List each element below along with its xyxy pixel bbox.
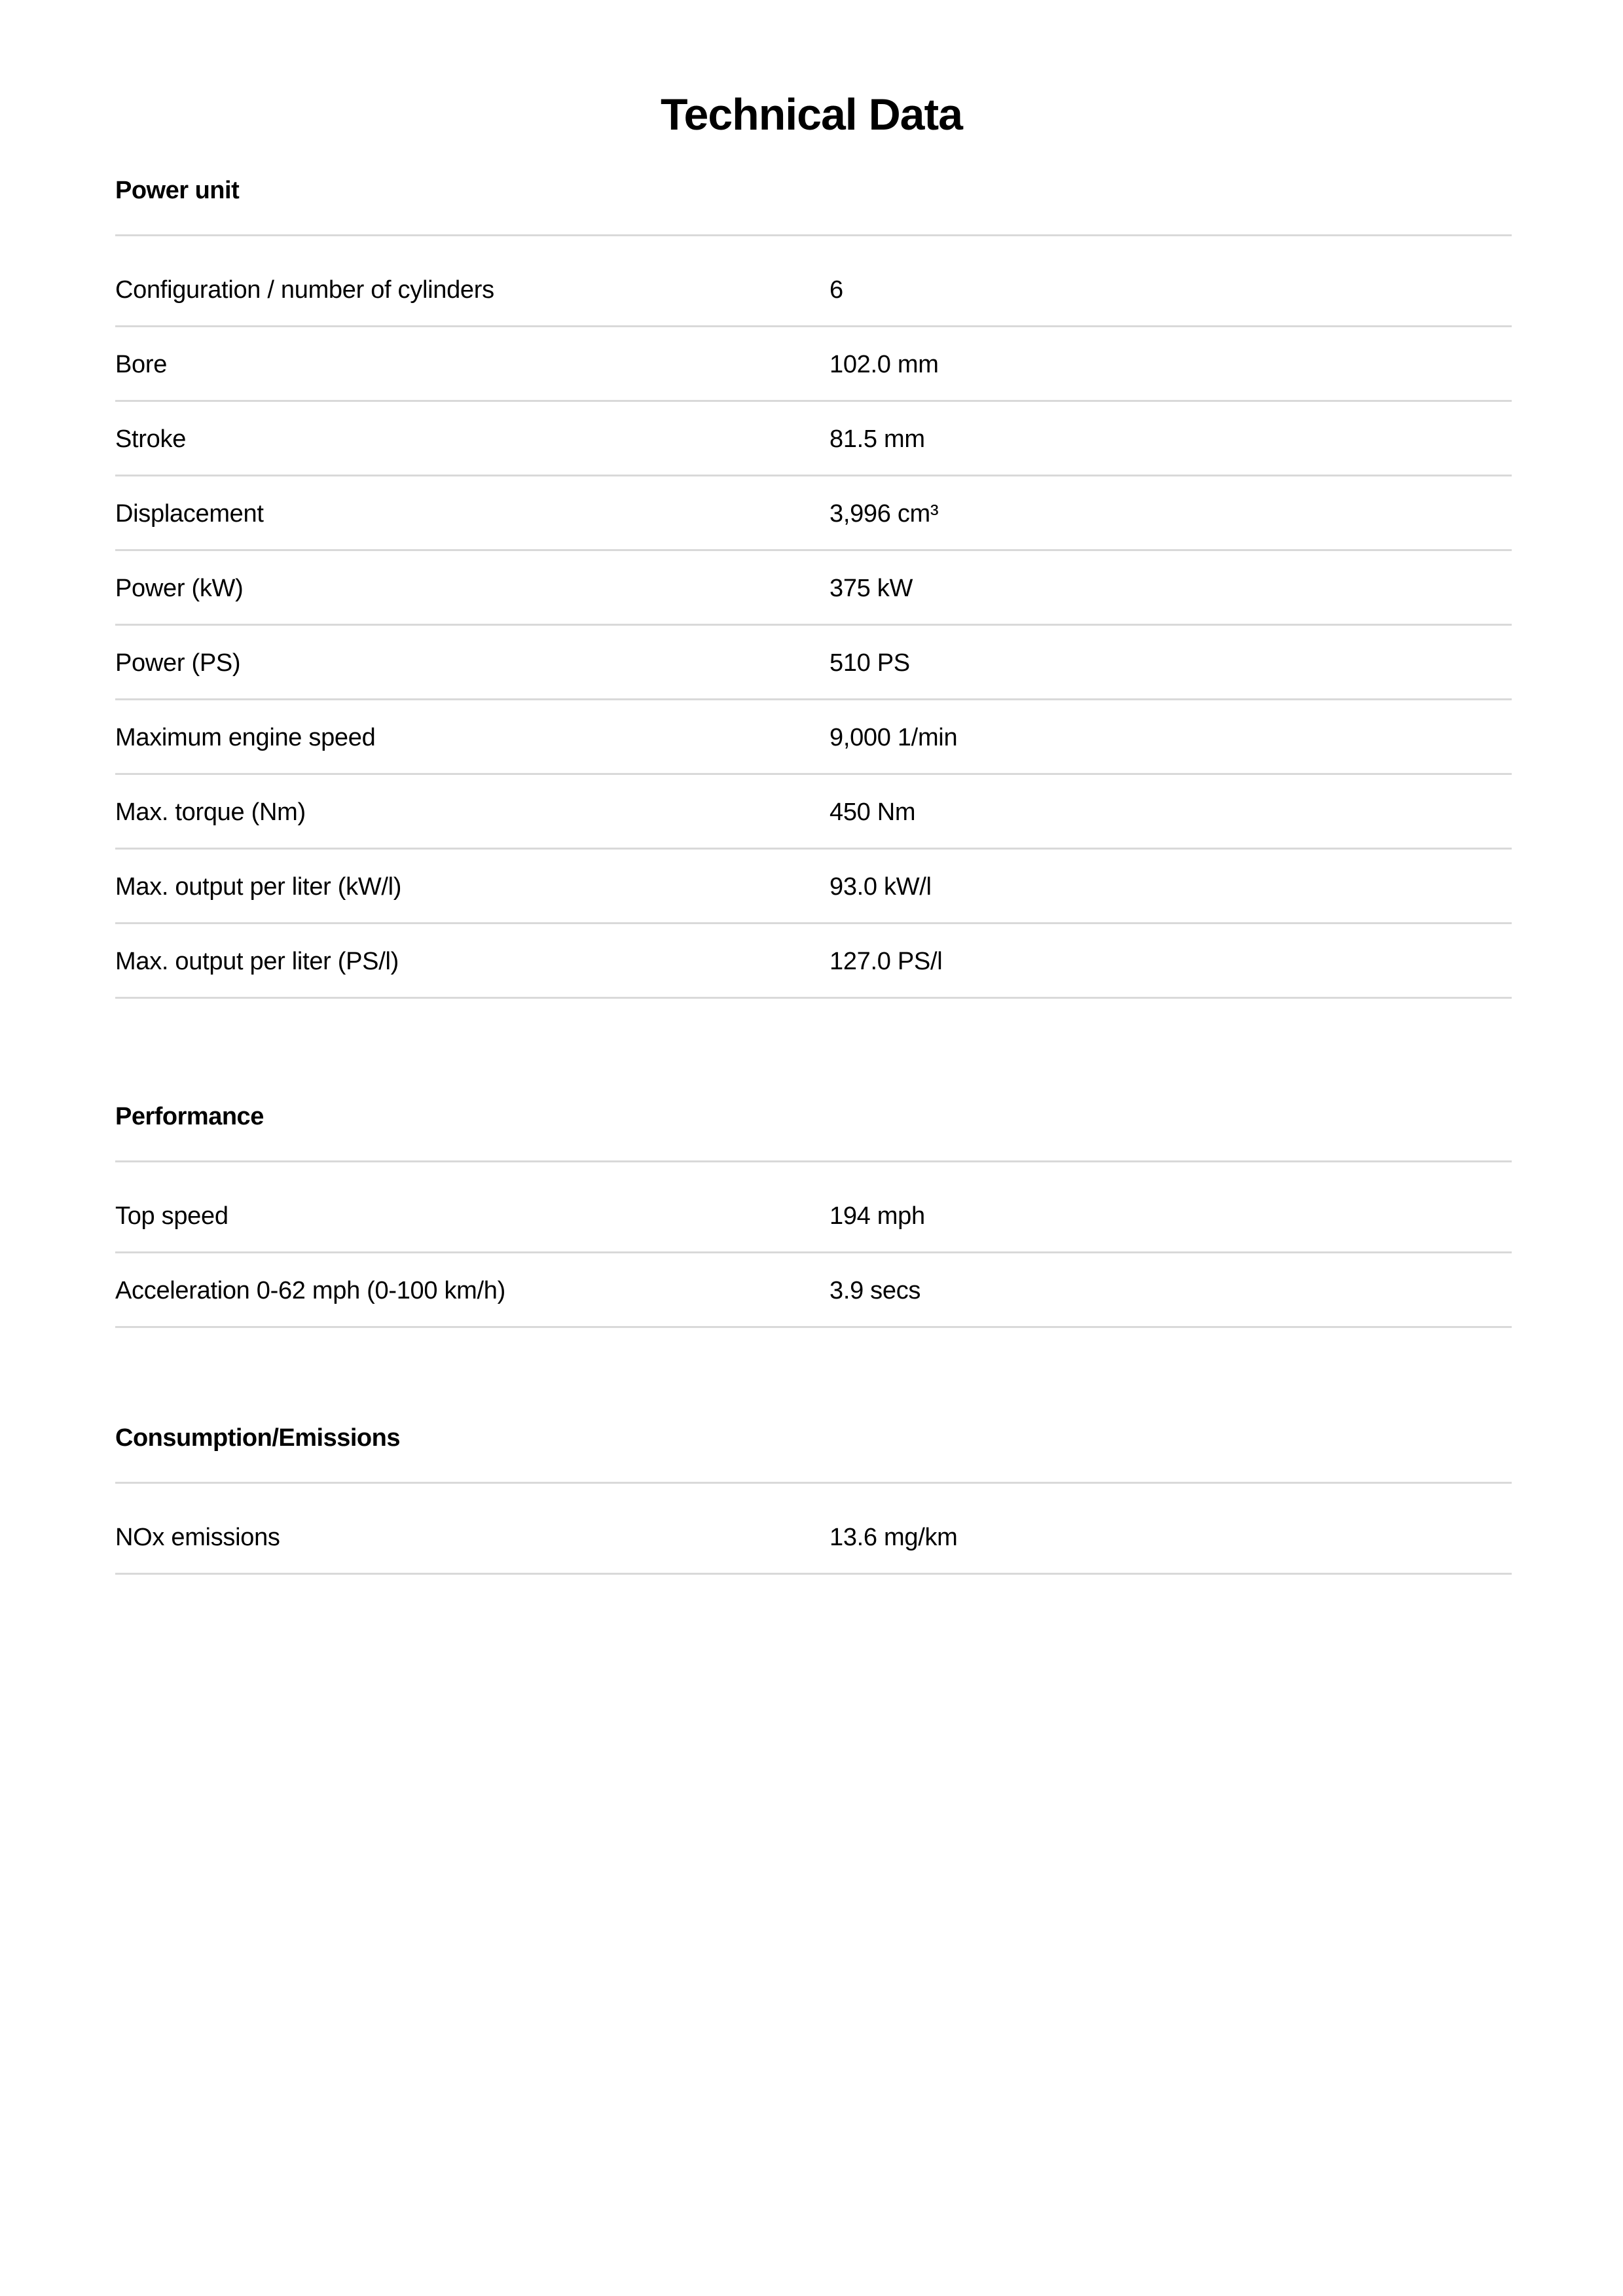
spec-row-output-ps-per-liter bbox=[115, 924, 1512, 999]
section-consumption-emissions bbox=[115, 1362, 1512, 1575]
section-heading: Consumption/Emissions bbox=[115, 1362, 1512, 1484]
spec-row-bore bbox=[115, 327, 1512, 402]
spec-row-acceleration bbox=[115, 1253, 1512, 1328]
spec-row-power-ps bbox=[115, 626, 1512, 700]
spec-label: Acceleration 0-62 mph (0-100 km/h) bbox=[115, 1277, 505, 1304]
spec-label: Stroke bbox=[115, 425, 187, 453]
spec-value: 510 PS bbox=[830, 649, 910, 677]
spec-value: 9,000 1/min bbox=[830, 724, 958, 751]
spec-label: NOx emissions bbox=[115, 1524, 280, 1551]
spec-row-max-engine-speed bbox=[115, 700, 1512, 775]
section-heading: Performance bbox=[115, 1041, 1512, 1162]
spec-value: 3,996 cm³ bbox=[830, 500, 939, 528]
spec-label: Max. output per liter (kW/l) bbox=[115, 873, 402, 901]
spec-row-displacement bbox=[115, 476, 1512, 551]
spec-row-power-kw bbox=[115, 551, 1512, 626]
section-performance bbox=[115, 1041, 1512, 1328]
spec-label: Power (kW) bbox=[115, 575, 244, 602]
spec-label: Max. torque (Nm) bbox=[115, 798, 306, 826]
spec-value: 3.9 secs bbox=[830, 1277, 921, 1304]
spec-value: 93.0 kW/l bbox=[830, 873, 932, 901]
section-power-unit bbox=[115, 115, 1512, 999]
section-heading: Power unit bbox=[115, 115, 1512, 236]
spec-value: 375 kW bbox=[830, 575, 913, 602]
spec-label: Displacement bbox=[115, 500, 264, 528]
spec-label: Max. output per liter (PS/l) bbox=[115, 948, 399, 975]
spec-row-output-kw-per-liter bbox=[115, 850, 1512, 924]
spec-label: Configuration / number of cylinders bbox=[115, 276, 494, 304]
page-title: Technical Data bbox=[661, 90, 962, 139]
spec-label: Maximum engine speed bbox=[115, 724, 376, 751]
spec-value: 6 bbox=[830, 276, 843, 304]
spec-row-stroke bbox=[115, 402, 1512, 476]
spec-row-max-torque bbox=[115, 775, 1512, 850]
spec-value: 102.0 mm bbox=[830, 351, 939, 378]
spec-label: Power (PS) bbox=[115, 649, 241, 677]
spec-value: 13.6 mg/km bbox=[830, 1524, 958, 1551]
spec-value: 450 Nm bbox=[830, 798, 916, 826]
spec-value: 127.0 PS/l bbox=[830, 948, 943, 975]
spec-value: 194 mph bbox=[830, 1202, 925, 1230]
spec-row-configuration bbox=[115, 236, 1512, 327]
spec-label: Top speed bbox=[115, 1202, 228, 1230]
spec-label: Bore bbox=[115, 351, 168, 378]
spec-row-top-speed bbox=[115, 1162, 1512, 1253]
spec-value: 81.5 mm bbox=[830, 425, 925, 453]
spec-row-nox-emissions bbox=[115, 1484, 1512, 1575]
